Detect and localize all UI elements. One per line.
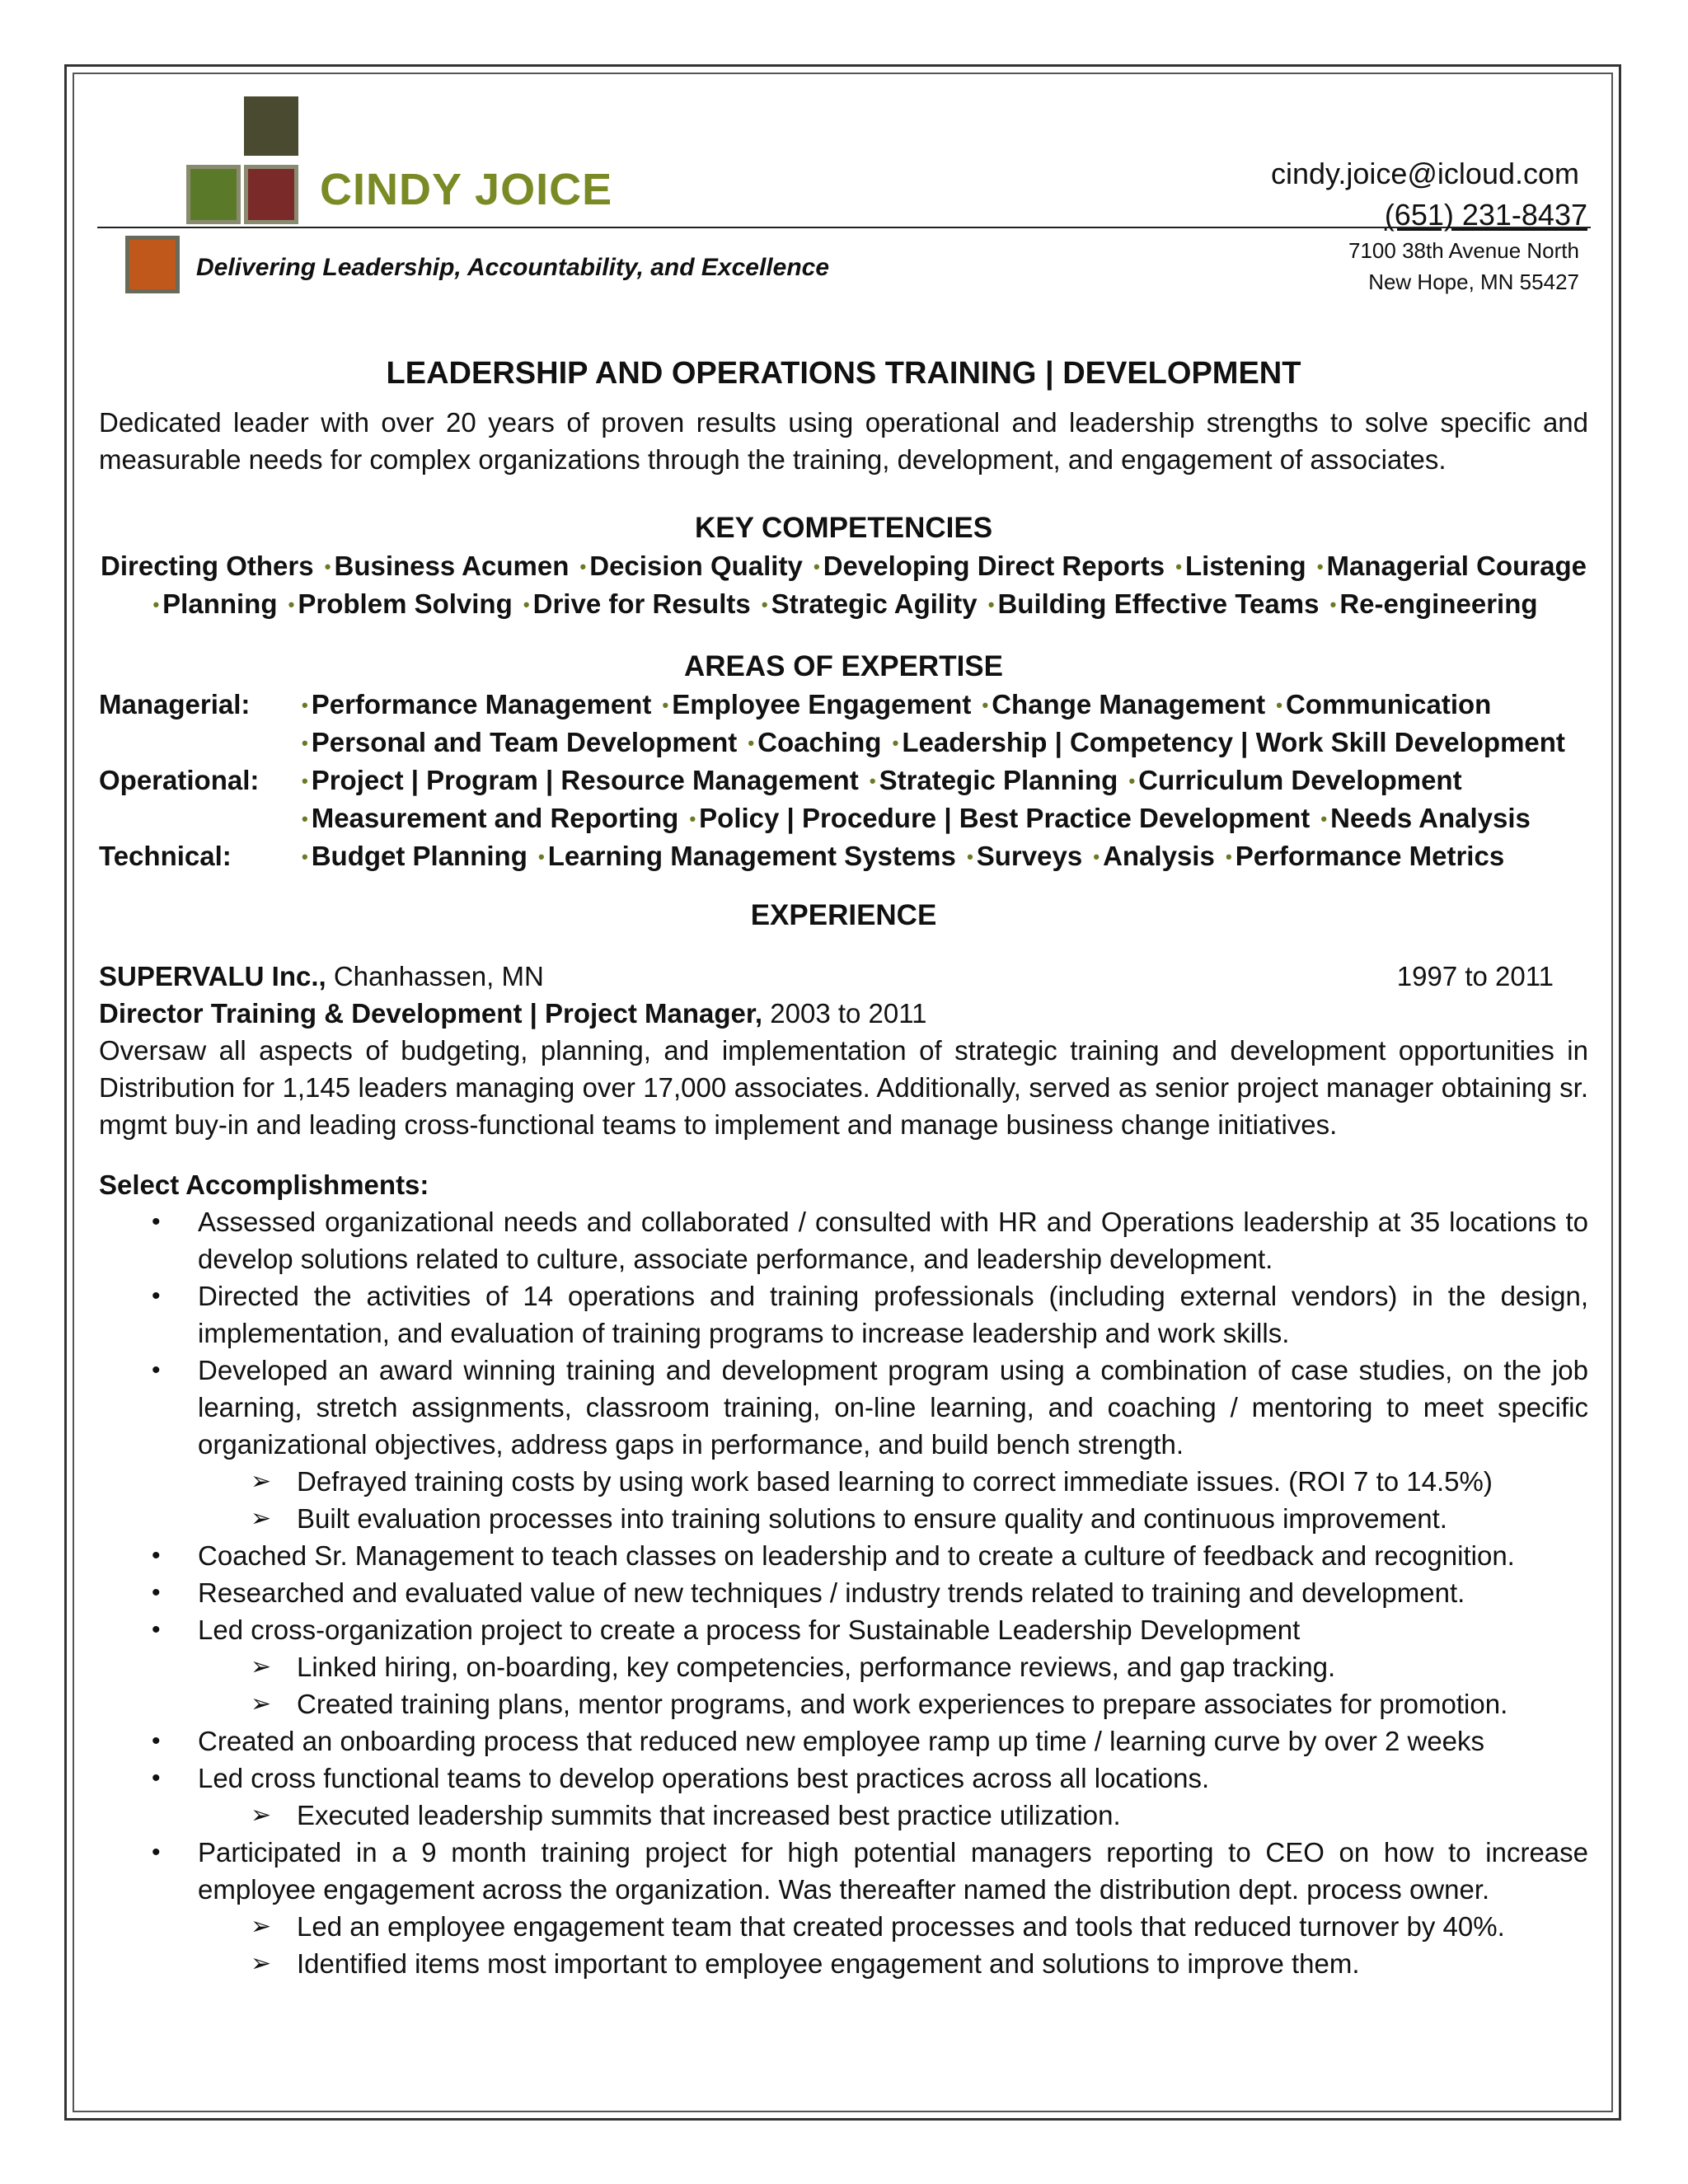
sub-list bbox=[99, 1463, 1588, 1537]
list-item-text: Participated in a 9 month training project for high potential managers reporting to CEO on how to increase employee engagement across the organization. Was thereafter named the distribution dept. process owner. bbox=[198, 1837, 1588, 1905]
sub-list-item: ➢ Led an employee engagement team that created processes and tools that reduced turnover by 40%. bbox=[99, 1908, 1588, 1945]
list-item: • Directed the activities of 14 operations and training professionals (including external vendors) in the design, implementation, and evaluation of training programs to increase leadership and work skills. bbox=[99, 1277, 1588, 1352]
list-item: • Coached Sr. Management to teach classes on leadership and to create a culture of feedback and recognition. bbox=[99, 1537, 1588, 1574]
bullet-separator-icon: • bbox=[302, 846, 308, 867]
logo-square-maroon bbox=[244, 165, 298, 224]
resume-title: LEADERSHIP AND OPERATIONS TRAINING | DEVELOPMENT bbox=[386, 356, 1301, 391]
list-term: Communication bbox=[1285, 689, 1492, 719]
list-term: Needs Analysis bbox=[1330, 803, 1531, 833]
expertise-label-operational: Operational: bbox=[99, 765, 260, 795]
expertise-heading: AREAS OF EXPERTISE bbox=[683, 650, 1004, 682]
list-item: • Assessed organizational needs and collaborated / consulted with HR and Operations leadership at 35 locations to develop solutions related to culture, associate performance, and leadership development. bbox=[99, 1203, 1588, 1277]
bullet-separator-icon: • bbox=[538, 846, 545, 867]
bullet-separator-icon: • bbox=[967, 846, 973, 867]
list-term: Learning Management Systems bbox=[547, 841, 956, 871]
list-term: Business Acumen bbox=[334, 551, 570, 581]
list-term: Decision Quality bbox=[589, 551, 803, 581]
bullet-separator-icon: • bbox=[869, 771, 876, 791]
logo-square-green bbox=[186, 165, 241, 224]
experience-heading: EXPERIENCE bbox=[750, 899, 937, 931]
expertise-label-managerial: Managerial: bbox=[99, 689, 251, 719]
list-item-text: Led cross functional teams to develop operations best practices across all locations. bbox=[198, 1763, 1210, 1793]
list-item-text: Developed an award winning training and development program using a combination of case studies, on the job learning, stretch assignments, classroom training, on-line learning, and coaching / mentoring to meet specific organizational objectives, address gaps in performance, and build bench strength. bbox=[198, 1355, 1588, 1460]
accomplishments-list bbox=[99, 1203, 1588, 1982]
expertise-items-technical bbox=[298, 837, 1588, 875]
company-dates: 1997 to 2011 bbox=[1396, 961, 1554, 991]
company-name: SUPERVALU Inc., bbox=[99, 961, 326, 991]
bullet-separator-icon: • bbox=[1276, 695, 1282, 715]
sub-list-item: ➢ Executed leadership summits that increased best practice utilization. bbox=[99, 1797, 1588, 1834]
list-term: Performance Management bbox=[311, 689, 652, 719]
expertise-items-managerial bbox=[298, 686, 1588, 762]
list-term: Building Effective Teams bbox=[997, 588, 1320, 619]
bullet-separator-icon: • bbox=[689, 808, 696, 829]
bullet-separator-icon: • bbox=[892, 733, 899, 753]
role-dates: 2003 to 2011 bbox=[770, 998, 927, 1029]
bullet-separator-icon: • bbox=[302, 771, 308, 791]
accomplishments-heading: Select Accomplishments: bbox=[99, 1169, 429, 1200]
bullet-separator-icon: • bbox=[748, 733, 755, 753]
contact-email[interactable]: cindy.joice@icloud.com bbox=[1270, 157, 1579, 190]
list-term: Analysis bbox=[1103, 841, 1215, 871]
list-item-text: Led cross-organization project to create a process for Sustainable Leadership Development bbox=[198, 1615, 1301, 1645]
sub-list-item: ➢ Identified items most important to employee engagement and solutions to improve them. bbox=[99, 1945, 1588, 1982]
bullet-separator-icon: • bbox=[1226, 846, 1232, 867]
list-term: Drive for Results bbox=[532, 588, 751, 619]
resume-body bbox=[99, 346, 1588, 1982]
competencies-line-2 bbox=[99, 585, 1588, 623]
bullet-separator-icon: • bbox=[523, 594, 530, 615]
tagline: Delivering Leadership, Accountability, and Excellence bbox=[196, 254, 830, 281]
sub-list bbox=[99, 1648, 1588, 1722]
bullet-separator-icon: • bbox=[302, 695, 308, 715]
bullet-separator-icon: • bbox=[1329, 594, 1337, 615]
role-title: Director Training & Development | Project Manager, bbox=[99, 998, 763, 1029]
list-term: Budget Planning bbox=[311, 841, 528, 871]
competencies-line-1 bbox=[99, 547, 1588, 585]
address-line-1: 7100 38th Avenue North bbox=[1348, 238, 1579, 263]
competencies-heading: KEY COMPETENCIES bbox=[694, 512, 993, 544]
list-term: Problem Solving bbox=[298, 588, 513, 619]
bullet-separator-icon: • bbox=[152, 594, 160, 615]
list-term: Coaching bbox=[757, 727, 882, 757]
list-term: Employee Engagement bbox=[672, 689, 972, 719]
bullet-separator-icon: • bbox=[1316, 556, 1324, 577]
list-term: Re-engineering bbox=[1339, 588, 1538, 619]
bullet-separator-icon: • bbox=[662, 695, 669, 715]
sub-list-item: ➢ Linked hiring, on-boarding, key competencies, performance reviews, and gap tracking. bbox=[99, 1648, 1588, 1685]
bullet-separator-icon: • bbox=[579, 556, 587, 577]
expertise-line bbox=[298, 724, 1588, 762]
expertise-line bbox=[298, 686, 1588, 724]
list-term: Personal and Team Development bbox=[311, 727, 738, 757]
role-description: Oversaw all aspects of budgeting, planning, and implementation of strategic training and development opportunities in Distribution for 1,145 leaders managing over 17,000 associates. Additionally, served as senior project manager obtaining sr. mgmt buy-in and leading cross-functional teams to implement and manage business change initiatives. bbox=[99, 1035, 1588, 1140]
sub-list bbox=[99, 1908, 1588, 1982]
bullet-separator-icon: • bbox=[761, 594, 768, 615]
expertise-items-operational bbox=[298, 762, 1588, 837]
list-term: Planning bbox=[162, 588, 278, 619]
summary: Dedicated leader with over 20 years of proven results using operational and leadership strengths to solve specific and measurable needs for complex organizations through the training, development, and engagement of associates. bbox=[99, 407, 1588, 475]
list-term: Listening bbox=[1184, 551, 1306, 581]
expertise-technical bbox=[99, 837, 1588, 875]
list-item: • Created an onboarding process that reduced new employee ramp up time / learning curve by over 2 weeks bbox=[99, 1722, 1588, 1760]
bullet-separator-icon: • bbox=[302, 808, 308, 829]
list-item bbox=[99, 1834, 1588, 1982]
list-term: Curriculum Development bbox=[1138, 765, 1462, 795]
logo-square-orange bbox=[125, 236, 180, 293]
sub-list-item: ➢ Built evaluation processes into training solutions to ensure quality and continuous improvement. bbox=[99, 1500, 1588, 1537]
bullet-separator-icon: • bbox=[1093, 846, 1100, 867]
expertise-line bbox=[298, 837, 1588, 875]
list-term: Developing Direct Reports bbox=[823, 551, 1165, 581]
list-term: Policy | Procedure | Best Practice Development bbox=[699, 803, 1311, 833]
logo-square-top bbox=[244, 96, 298, 156]
bullet-separator-icon: • bbox=[1128, 771, 1136, 791]
expertise-line bbox=[298, 799, 1588, 837]
list-term: Strategic Agility bbox=[771, 588, 978, 619]
company-location: Chanhassen, MN bbox=[333, 961, 544, 991]
list-term: Leadership | Competency | Work Skill Development bbox=[902, 727, 1565, 757]
role-row bbox=[99, 995, 1588, 1032]
bullet-separator-icon: • bbox=[1175, 556, 1182, 577]
contact-phone[interactable]: (651) 231-8437 bbox=[1384, 198, 1587, 232]
expertise-managerial bbox=[99, 686, 1588, 762]
expertise-operational bbox=[99, 762, 1588, 837]
list-item bbox=[99, 1760, 1588, 1834]
sub-list-item: ➢ Created training plans, mentor programs, and work experiences to prepare associates for promotion. bbox=[99, 1685, 1588, 1722]
expertise-label-technical: Technical: bbox=[99, 841, 232, 871]
list-term: Performance Metrics bbox=[1235, 841, 1505, 871]
bullet-separator-icon: • bbox=[982, 695, 989, 715]
sub-list bbox=[99, 1797, 1588, 1834]
header-rule bbox=[97, 227, 1591, 228]
expertise-line bbox=[298, 762, 1588, 799]
bullet-separator-icon: • bbox=[302, 733, 308, 753]
address-line-2: New Hope, MN 55427 bbox=[1368, 269, 1579, 294]
bullet-separator-icon: • bbox=[813, 556, 820, 577]
list-term: Change Management bbox=[992, 689, 1266, 719]
list-item bbox=[99, 1352, 1588, 1537]
bullet-separator-icon: • bbox=[288, 594, 295, 615]
sub-list-item: ➢ Defrayed training costs by using work based learning to correct immediate issues. (ROI 7 to 14.5%) bbox=[99, 1463, 1588, 1500]
list-term: Measurement and Reporting bbox=[311, 803, 679, 833]
list-item bbox=[99, 1611, 1588, 1722]
list-term: Managerial Courage bbox=[1326, 551, 1587, 581]
list-term: Strategic Planning bbox=[879, 765, 1118, 795]
company-row bbox=[99, 958, 1588, 995]
company-info bbox=[99, 958, 544, 995]
list-item: • Researched and evaluated value of new techniques / industry trends related to training and development. bbox=[99, 1574, 1588, 1611]
name-heading: CINDY JOICE bbox=[320, 165, 613, 214]
list-term: Surveys bbox=[976, 841, 1083, 871]
list-term: Directing Others bbox=[101, 551, 314, 581]
bullet-separator-icon: • bbox=[987, 594, 995, 615]
bullet-separator-icon: • bbox=[1320, 808, 1328, 829]
list-term: Project | Program | Resource Management bbox=[311, 765, 859, 795]
bullet-separator-icon: • bbox=[324, 556, 331, 577]
